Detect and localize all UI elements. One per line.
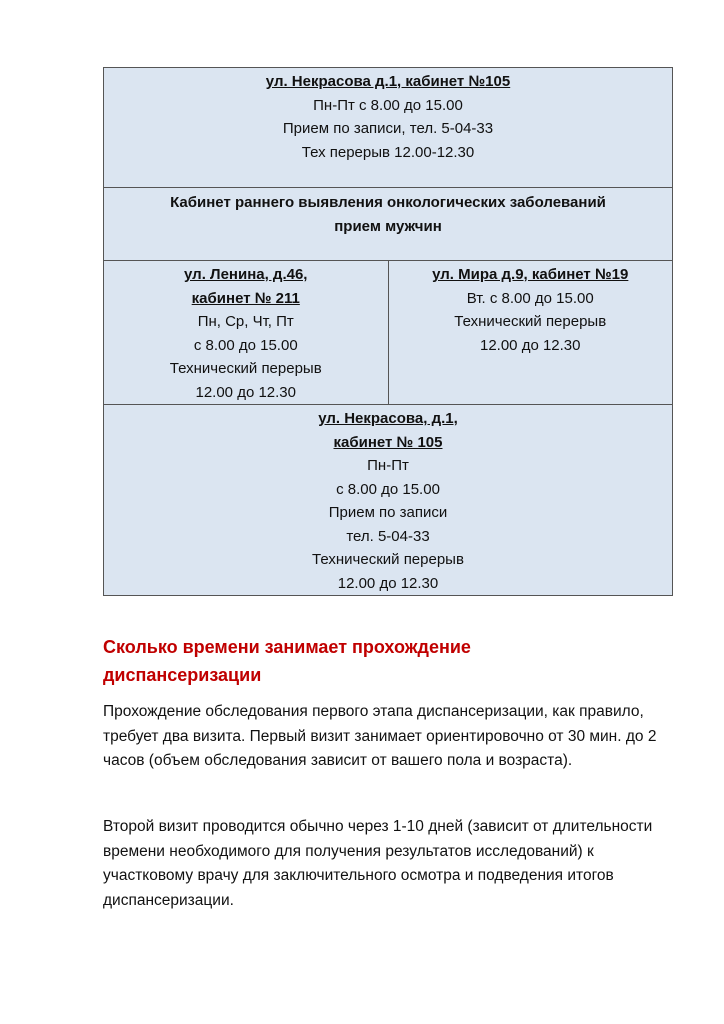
cell-line: Технический перерыв xyxy=(454,313,607,330)
heading-line: диспансеризации xyxy=(103,665,262,685)
cell-address: ул. Мира д.9, кабинет №19 xyxy=(432,266,629,283)
schedule-cell-mira-19 xyxy=(388,261,673,405)
cell-subtitle: прием мужчин xyxy=(334,217,442,235)
cell-line: с 8.00 до 15.00 xyxy=(193,336,298,354)
cell-line: Прием по записи xyxy=(328,504,448,521)
paragraph-second-visit: Второй визит проводится обычно через 1-10 дней (зависит от длительности времени необходимого для получения результатов исследований) к участковому врачу для заключительного осмотра и подведения итогов диспансеризации. xyxy=(103,818,653,909)
cell-line: Пн-Пт с 8.00 до 15.00 xyxy=(313,96,463,114)
cell-address: ул. Некрасова д.1, кабинет №105 xyxy=(265,73,511,90)
cell-line: 12.00 до 12.30 xyxy=(479,336,581,354)
heading-line: Сколько времени занимает прохождение xyxy=(103,637,471,657)
schedule-cell-nekrasova-105 xyxy=(104,68,673,188)
cell-address: ул. Ленина, д.46, xyxy=(184,266,308,283)
section-heading xyxy=(103,633,663,689)
paragraph-first-visit: Прохождение обследования первого этапа диспансеризации, как правило, требует два визита. Первый визит занимает ориентировочно от 30 мин. до 2 часов (объем обследования зависит от вашего пола и возраста). xyxy=(103,703,657,769)
cell-address: кабинет № 211 xyxy=(191,289,300,307)
cell-line: Пн-Пт xyxy=(367,457,409,474)
cell-line: Тех перерыв 12.00-12.30 xyxy=(301,143,475,161)
table-row xyxy=(104,405,673,596)
cell-line: с 8.00 до 15.00 xyxy=(336,480,440,498)
cell-line: Технический перерыв xyxy=(312,551,464,568)
cell-line: 12.00 до 12.30 xyxy=(195,383,296,401)
cell-line: Пн, Ср, Чт, Пт xyxy=(197,313,294,330)
table-row xyxy=(104,261,673,405)
cell-line: 12.00 до 12.30 xyxy=(337,574,439,592)
cell-line: тел. 5-04-33 xyxy=(346,527,430,545)
schedule-table xyxy=(103,67,673,596)
schedule-cell-nekrasova-105-men xyxy=(104,405,673,596)
table-row xyxy=(104,68,673,188)
cell-address: кабинет № 105 xyxy=(333,433,443,451)
oncology-cabinet-header xyxy=(104,188,673,261)
table-row xyxy=(104,188,673,261)
cell-title: Кабинет раннего выявления онкологических заболеваний xyxy=(170,194,606,211)
schedule-cell-lenina-211 xyxy=(104,261,389,405)
cell-line: Вт. с 8.00 до 15.00 xyxy=(466,289,594,307)
cell-line: Прием по записи, тел. 5-04-33 xyxy=(282,120,494,137)
cell-address: ул. Некрасова, д.1, xyxy=(318,410,458,427)
cell-line: Технический перерыв xyxy=(169,360,322,377)
